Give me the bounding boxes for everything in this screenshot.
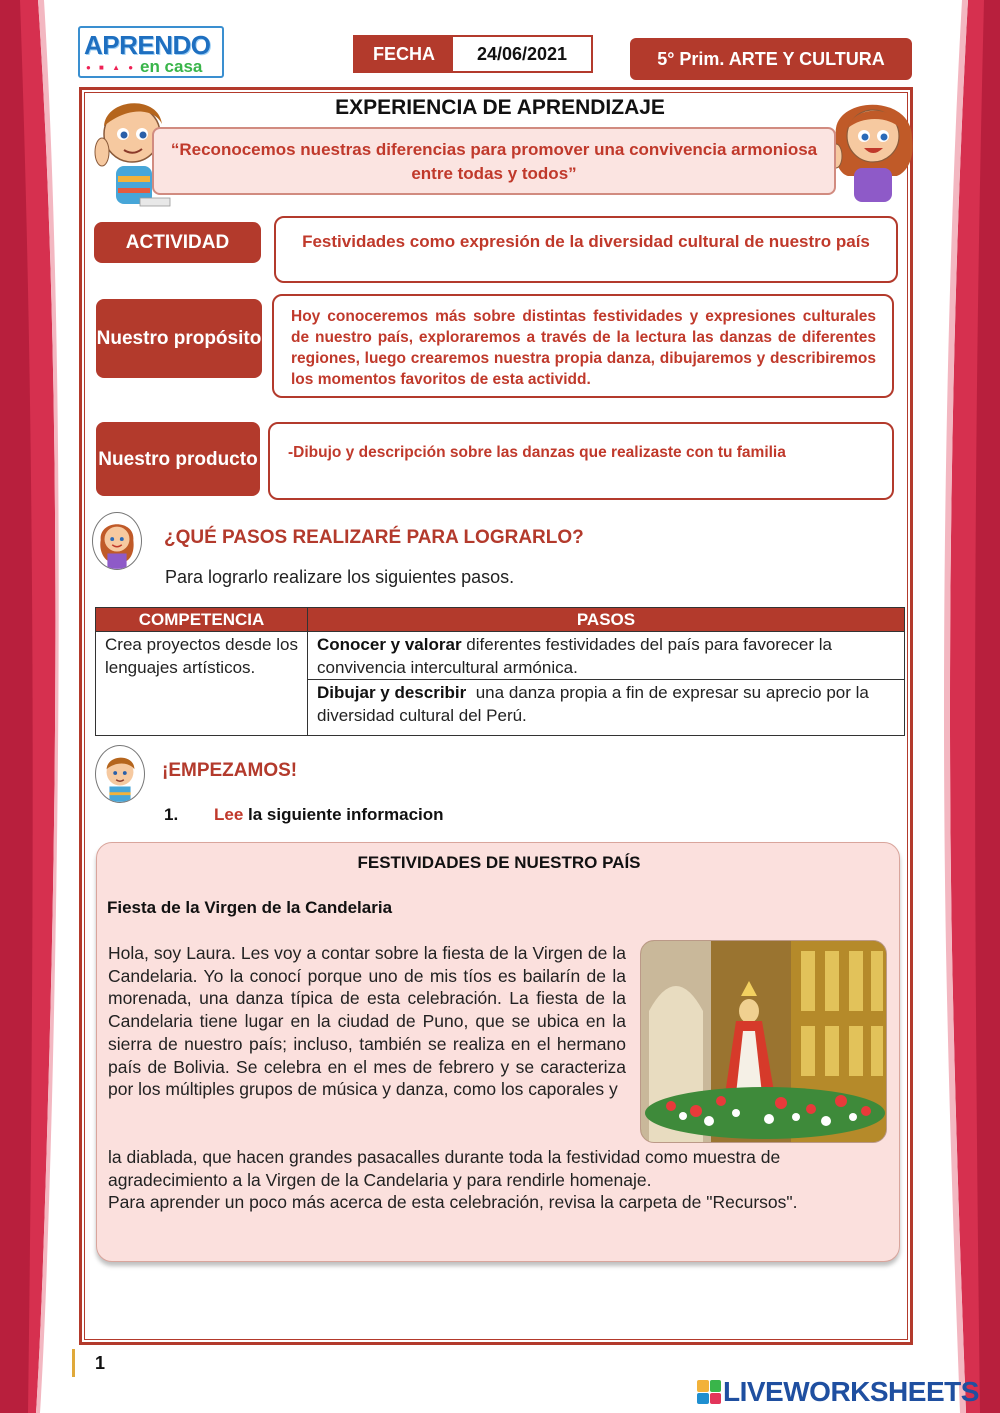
activity-label: ACTIVIDAD (94, 222, 261, 263)
purpose-label: Nuestro propósito (96, 299, 262, 378)
page-number: 1 (72, 1349, 105, 1377)
experience-title: EXPERIENCIA DE APRENDIZAJE (335, 96, 665, 119)
grade-badge: 5° Prim. ARTE Y CULTURA (630, 38, 912, 80)
reading-paragraph-full (108, 1146, 894, 1214)
boy-avatar-icon (95, 745, 145, 803)
left-decorative-band (0, 0, 60, 1413)
girl-avatar-icon (92, 512, 142, 570)
purpose-text: Hoy conoceremos más sobre distintas festividades y expresiones culturales de nuestro país, exploraremos a través de la lectura las danzas de diferentes regiones, luego crearemos nuestra propia danza, dibujaremos y describiremos los momentos favoritos de esta actividd. (272, 294, 894, 398)
reading-paragraph-column: Hola, soy Laura. Les voy a contar sobre la fiesta de la Virgen de la Candelaria. Yo la conocí porque uno de mis tíos es bailarín de la morenada, una danza típica de esta celebración. La fiesta de la Candelaria tiene lugar en la ciudad de Puno, que se ubica en la sierra de nuestro país; incluso, también se realiza en el hermano país de Bolivia. Se celebra en el mes de febrero y se caracteriza por los múltiples grupos de música y danza, como los caporales y (108, 943, 626, 1100)
liveworksheets-watermark[interactable] (697, 1375, 979, 1409)
table-row (96, 632, 905, 680)
step-verb: Dibujar y describir (317, 683, 467, 702)
reading-paragraph-resources: Para aprender un poco más acerca de esta celebración, revisa la carpeta de "Recursos". (108, 1192, 798, 1213)
watermark-text: LIVEWORKSHEETS (723, 1376, 979, 1407)
competency-table (95, 607, 905, 736)
date-label: FECHA (355, 37, 453, 71)
read-verb: Lee (214, 805, 244, 824)
read-rest: la siguiente informacion (243, 805, 444, 824)
experience-quote: “Reconocemos nuestras diferencias para promover una convivencia armoniosa entre todas y todos” (152, 127, 836, 195)
step-cell (308, 632, 905, 680)
step-description: una danza propia a fin de expresar su aprecio por la diversidad cultural del Perú. (317, 683, 874, 725)
logo-main-text: APRENDO (84, 30, 211, 60)
table-header-competencia: COMPETENCIA (96, 608, 308, 632)
product-text: -Dibujo y descripción sobre las danzas que realizaste con tu familia (268, 422, 894, 500)
activity-text: Festividades como expresión de la diversidad cultural de nuestro país (274, 216, 898, 283)
step-verb: Conocer y valorar (317, 635, 462, 654)
date-box (353, 35, 593, 73)
liveworksheets-logo-icon (697, 1380, 721, 1404)
start-heading: ¡EMPEZAMOS! (162, 760, 298, 781)
right-decorative-band (940, 0, 1000, 1413)
step-description: diferentes festividades del país para favorecer la convivencia intercultural armónica. (317, 635, 832, 677)
step-cell (308, 680, 905, 736)
reading-paragraph-continuation: la diablada, que hacen grandes pasacalles durante toda la festividad como muestra de agradecimiento a la Virgen de la Candelaria y para rendirle homenaje. (108, 1147, 781, 1190)
candelaria-photo-illustration (641, 941, 887, 1143)
logo-sub-text: en casa (140, 57, 203, 76)
logo-dots-icon: ● ■ ▲ ● (86, 63, 137, 72)
read-item-number: 1. (164, 805, 179, 824)
table-header-row (96, 608, 905, 632)
steps-heading: ¿QUÉ PASOS REALIZARÉ PARA LOGRARLO? (164, 527, 584, 548)
girl-smiling-illustration (826, 86, 918, 208)
steps-intro: Para lograrlo realizare los siguientes pasos. (165, 567, 515, 587)
date-value: 24/06/2021 (453, 37, 591, 71)
product-label: Nuestro producto (96, 422, 260, 496)
reading-title: FESTIVIDADES DE NUESTRO PAÍS (357, 853, 641, 872)
reading-card (96, 842, 900, 1262)
read-instruction (164, 805, 444, 825)
reading-subtitle: Fiesta de la Virgen de la Candelaria (107, 898, 393, 917)
aprendo-en-casa-logo (78, 26, 224, 78)
competency-cell: Crea proyectos desde los lenguajes artísticos. (96, 632, 308, 736)
candelaria-photo (640, 940, 887, 1143)
table-header-pasos: PASOS (308, 608, 905, 632)
